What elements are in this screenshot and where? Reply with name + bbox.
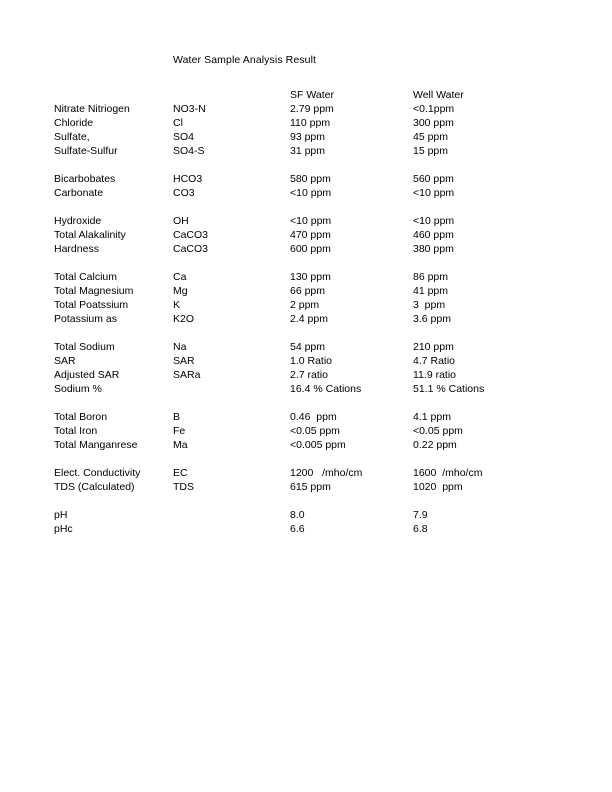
cell-symbol: CaCO3 [173, 229, 209, 241]
cell-sf-water: 8.0 [290, 509, 305, 521]
cell-symbol: OH [173, 215, 189, 227]
cell-label: Elect. Conductivity [54, 467, 141, 479]
cell-label: Bicarbobates [54, 173, 116, 185]
cell-symbol: K2O [173, 313, 195, 325]
cell-well-water: 560 ppm [413, 173, 454, 185]
cell-sf-water: 93 ppm [290, 131, 326, 143]
cell-symbol: K [173, 299, 181, 311]
cell-well-water: <10 ppm [413, 187, 455, 199]
cell-well-water: 460 ppm [413, 229, 454, 241]
cell-well-water: 1020 ppm [413, 481, 463, 493]
table-row [54, 382, 574, 396]
cell-sf-water: <0.005 ppm [290, 439, 346, 451]
table-row [54, 228, 574, 242]
cell-well-water: 7.9 [413, 509, 428, 521]
table-row [54, 298, 574, 312]
cell-label: Sulfate, [54, 131, 90, 143]
table-row [54, 144, 574, 158]
cell-sf-water: 130 ppm [290, 271, 331, 283]
cell-sf-water: 1200 /mho/cm [290, 467, 363, 479]
cell-symbol: Mg [173, 285, 188, 297]
cell-label: Total Calcium [54, 271, 118, 283]
cell-label: Total Magnesium [54, 285, 134, 297]
table-row [54, 172, 574, 186]
table-row [54, 410, 574, 424]
cell-sf-water: 2.79 ppm [290, 103, 334, 115]
cell-label: Sulfate-Sulfur [54, 145, 118, 157]
cell-well-water: <0.1ppm [413, 103, 455, 115]
cell-well-water: 380 ppm [413, 243, 454, 255]
cell-label: TDS (Calculated) [54, 481, 135, 493]
cell-sf-water: 6.6 [290, 523, 305, 535]
row-spacer [54, 256, 574, 270]
cell-well-water: 3.6 ppm [413, 313, 451, 325]
cell-label: pH [54, 509, 68, 521]
table-row [54, 284, 574, 298]
table-header-row [54, 88, 574, 102]
table-row [54, 340, 574, 354]
table-row [54, 242, 574, 256]
table-row [54, 354, 574, 368]
column-header-well-water: Well Water [413, 89, 464, 101]
cell-sf-water: 615 ppm [290, 481, 331, 493]
cell-well-water: 210 ppm [413, 341, 454, 353]
table-row [54, 116, 574, 130]
cell-label: pHc [54, 523, 73, 535]
row-spacer [54, 158, 574, 172]
table-row [54, 214, 574, 228]
cell-well-water: 41 ppm [413, 285, 449, 297]
cell-sf-water: 600 ppm [290, 243, 331, 255]
cell-label: SAR [54, 355, 76, 367]
cell-sf-water: 2 ppm [290, 299, 320, 311]
cell-symbol: SO4-S [173, 145, 205, 157]
cell-label: Total Manganrese [54, 439, 138, 451]
row-spacer [54, 452, 574, 466]
cell-label: Total Boron [54, 411, 108, 423]
column-header-sf-water: SF Water [290, 89, 334, 101]
table-row [54, 480, 574, 494]
cell-well-water: 51.1 % Cations [413, 383, 485, 395]
cell-label: Potassium as [54, 313, 118, 325]
cell-symbol: CaCO3 [173, 243, 209, 255]
cell-label: Total Sodium [54, 341, 115, 353]
table-row [54, 466, 574, 480]
cell-label: Nitrate Nitriogen [54, 103, 130, 115]
cell-label: Hardness [54, 243, 99, 255]
table-row [54, 438, 574, 452]
cell-sf-water: 470 ppm [290, 229, 331, 241]
cell-sf-water: 2.4 ppm [290, 313, 328, 325]
table-body [54, 102, 574, 536]
cell-label: Carbonate [54, 187, 104, 199]
cell-symbol: Ma [173, 439, 188, 451]
cell-sf-water: 16.4 % Cations [290, 383, 362, 395]
table-row [54, 130, 574, 144]
cell-label: Hydroxide [54, 215, 102, 227]
cell-label: Chloride [54, 117, 94, 129]
cell-well-water: <10 ppm [413, 215, 455, 227]
table-row [54, 424, 574, 438]
table-row [54, 508, 574, 522]
cell-label: Total Iron [54, 425, 98, 437]
cell-sf-water: <0.05 ppm [290, 425, 340, 437]
cell-symbol: SAR [173, 355, 195, 367]
cell-label: Adjusted SAR [54, 369, 120, 381]
cell-symbol: EC [173, 467, 188, 479]
table-row [54, 102, 574, 116]
cell-sf-water: 110 ppm [290, 117, 331, 129]
table-row [54, 312, 574, 326]
cell-label: Total Alakalinity [54, 229, 126, 241]
cell-sf-water: 1.0 Ratio [290, 355, 333, 367]
row-spacer [54, 396, 574, 410]
cell-sf-water: 2.7 ratio [290, 369, 328, 381]
cell-well-water: 15 ppm [413, 145, 449, 157]
cell-sf-water: <10 ppm [290, 215, 332, 227]
cell-symbol: CO3 [173, 187, 195, 199]
cell-sf-water: <10 ppm [290, 187, 332, 199]
cell-well-water: 86 ppm [413, 271, 449, 283]
cell-label: Sodium % [54, 383, 102, 395]
table-row [54, 368, 574, 382]
cell-well-water: <0.05 ppm [413, 425, 463, 437]
cell-well-water: 45 ppm [413, 131, 449, 143]
cell-symbol: NO3-N [173, 103, 206, 115]
row-spacer [54, 494, 574, 508]
cell-symbol: SARa [173, 369, 201, 381]
cell-well-water: 1600 /mho/cm [413, 467, 483, 479]
cell-symbol: Cl [173, 117, 183, 129]
cell-well-water: 300 ppm [413, 117, 454, 129]
cell-well-water: 6.8 [413, 523, 428, 535]
cell-well-water: 3 ppm [413, 299, 446, 311]
cell-symbol: TDS [173, 481, 194, 493]
cell-symbol: Fe [173, 425, 186, 437]
cell-symbol: Na [173, 341, 187, 353]
cell-sf-water: 31 ppm [290, 145, 326, 157]
cell-well-water: 0.22 ppm [413, 439, 457, 451]
cell-sf-water: 580 ppm [290, 173, 331, 185]
table-row [54, 186, 574, 200]
cell-well-water: 4.7 Ratio [413, 355, 456, 367]
cell-symbol: B [173, 411, 181, 423]
cell-label: Total Poatssium [54, 299, 129, 311]
cell-sf-water: 0.46 ppm [290, 411, 337, 423]
table-row [54, 522, 574, 536]
page-title: Water Sample Analysis Result [173, 54, 317, 66]
cell-symbol: SO4 [173, 131, 195, 143]
row-spacer [54, 200, 574, 214]
cell-sf-water: 66 ppm [290, 285, 326, 297]
analysis-results-table [54, 88, 574, 536]
table-row [54, 270, 574, 284]
cell-well-water: 4.1 ppm [413, 411, 451, 423]
cell-well-water: 11.9 ratio [413, 369, 456, 381]
cell-sf-water: 54 ppm [290, 341, 326, 353]
cell-symbol: HCO3 [173, 173, 203, 185]
cell-symbol: Ca [173, 271, 187, 283]
row-spacer [54, 326, 574, 340]
